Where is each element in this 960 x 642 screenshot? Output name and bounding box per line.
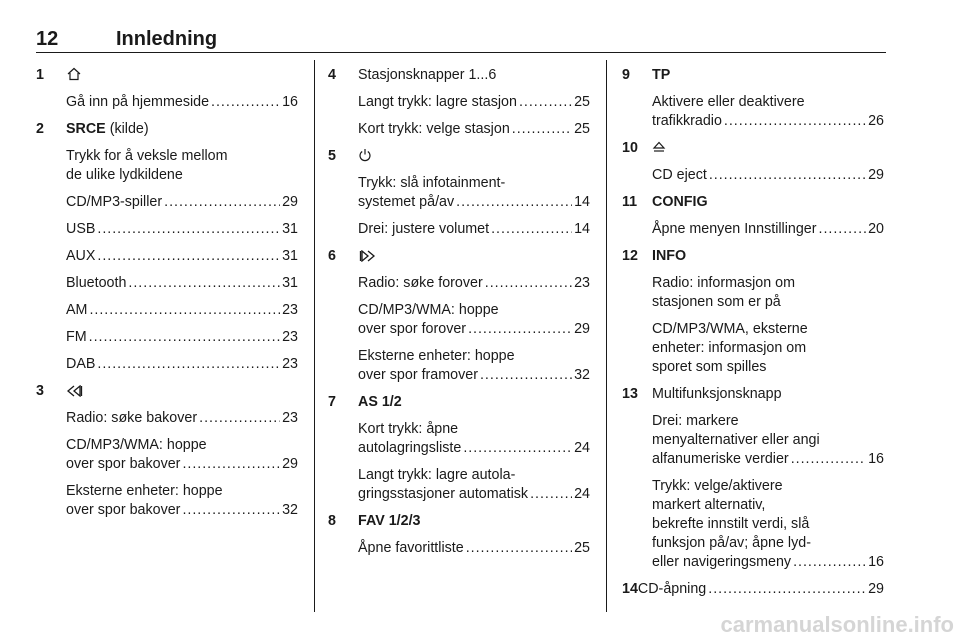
eject-icon [652, 140, 668, 154]
description: Trykk for å veksle mellom de ulike lydkildene [66, 148, 228, 183]
description: Radio: informasjon om stasjonen som er på [652, 275, 796, 310]
description: Drei: markere menyalternativer eller angi [652, 413, 820, 448]
index-entry: USB . . . 31 [36, 220, 298, 239]
item-number: 9 [622, 67, 630, 83]
item-number: 14 [622, 581, 638, 597]
key-label: Multifunksjonsknapp [652, 386, 782, 402]
key-label: FAV 1/2/3 [358, 513, 421, 529]
item-9 [622, 66, 884, 131]
item-5 [328, 147, 590, 239]
item-number: 12 [622, 248, 638, 264]
description: CD/MP3/WMA: hoppe [358, 302, 499, 318]
header-rule [36, 52, 886, 53]
item-number: 1 [36, 67, 44, 83]
item-number: 3 [36, 383, 44, 399]
item-number: 11 [622, 194, 638, 210]
description: CD/MP3/WMA: hoppe [66, 437, 207, 453]
item-4 [328, 66, 590, 139]
item-number: 10 [622, 140, 638, 156]
index-entry: eller navigeringsmeny . . . 16 [622, 553, 884, 572]
index-entry: Radio: søke bakover . . . 23 [36, 409, 298, 428]
index-entry: over spor forover . . . 29 [328, 320, 590, 339]
item-14 [622, 580, 884, 599]
key-suffix: (kilde) [105, 121, 149, 137]
index-entry: Gå inn på hjemmeside . . . 16 [36, 93, 298, 112]
description: Langt trykk: lagre autola- [358, 467, 516, 483]
watermark: carmanualsonline.info [720, 612, 954, 637]
index-entry: systemet på/av . . . 14 [328, 193, 590, 212]
item-6 [328, 247, 590, 385]
index-entry: Åpne favorittliste . . . 25 [328, 539, 590, 558]
index-entry: DAB . . . 23 [36, 355, 298, 374]
item-1 [36, 66, 298, 112]
skip-back-icon [66, 384, 82, 398]
item-number: 6 [328, 248, 336, 264]
key-label: SRCE [66, 121, 106, 137]
item-12 [622, 247, 884, 377]
item-number: 5 [328, 148, 336, 164]
description: Eksterne enheter: hoppe [66, 483, 223, 499]
item-number: 13 [622, 386, 638, 402]
key-label: INFO [652, 248, 687, 264]
item-8 [328, 512, 590, 558]
item-number: 4 [328, 67, 336, 83]
index-entry: gringsstasjoner automatisk . . . 24 [328, 485, 590, 504]
index-entry: over spor framover . . . 32 [328, 366, 590, 385]
index-entry: CD/MP3-spiller . . . 29 [36, 193, 298, 212]
item-number: 7 [328, 394, 336, 410]
column-3 [622, 66, 884, 607]
description: CD/MP3/WMA, eksterne enheter: informasjon om sporet som spilles [652, 321, 808, 375]
item-3 [36, 382, 298, 520]
column-divider-2 [606, 60, 607, 612]
index-entry: alfanumeriske verdier . . . 16 [622, 450, 884, 469]
power-icon [358, 148, 374, 162]
page-number: 12 [36, 28, 59, 50]
index-entry: Bluetooth . . . 31 [36, 274, 298, 293]
description: Trykk: velge/aktivere markert alternativ, bekrefte innstilt verdi, slå funksjon på/av; åpne lyd- [652, 478, 811, 551]
item-13 [622, 385, 884, 572]
index-entry: Langt trykk: lagre stasjon . . . 25 [328, 93, 590, 112]
item-10 [622, 139, 884, 185]
column-divider-1 [314, 60, 315, 612]
key-label: CONFIG [652, 194, 708, 210]
index-entry: Kort trykk: velge stasjon . . . 25 [328, 120, 590, 139]
home-icon [66, 67, 82, 81]
index-entry: AUX . . . 31 [36, 247, 298, 266]
key-label: AS 1/2 [358, 394, 402, 410]
column-1 [36, 66, 298, 528]
key-label: Stasjonsknapper 1...6 [358, 67, 497, 83]
column-2 [328, 66, 590, 566]
index-entry: CD eject . . . 29 [622, 166, 884, 185]
key-label: TP [652, 67, 671, 83]
index-entry: over spor bakover . . . 29 [36, 455, 298, 474]
description: Kort trykk: åpne [358, 421, 459, 437]
item-number: 2 [36, 121, 44, 137]
index-entry: Radio: søke forover . . . 23 [328, 274, 590, 293]
item-number: 8 [328, 513, 336, 529]
item-7 [328, 393, 590, 504]
description: Trykk: slå infotainment- [358, 175, 506, 191]
index-entry: Drei: justere volumet . . . 14 [328, 220, 590, 239]
item-11 [622, 193, 884, 239]
index-entry: trafikkradio . . . 26 [622, 112, 884, 131]
chapter-title: Innledning [116, 28, 218, 50]
index-entry: 14 CD-åpning . . . 29 [622, 580, 884, 599]
index-entry: autolagringsliste . . . 24 [328, 439, 590, 458]
description: Eksterne enheter: hoppe [358, 348, 515, 364]
index-entry: FM . . . 23 [36, 328, 298, 347]
page-header [36, 28, 886, 50]
item-2 [36, 120, 298, 374]
index-entry: AM . . . 23 [36, 301, 298, 320]
skip-forward-icon [358, 249, 374, 263]
index-entry: Åpne menyen Innstillinger . . . 20 [622, 220, 884, 239]
index-entry: over spor bakover . . . 32 [36, 501, 298, 520]
description: Aktivere eller deaktivere [652, 94, 805, 110]
